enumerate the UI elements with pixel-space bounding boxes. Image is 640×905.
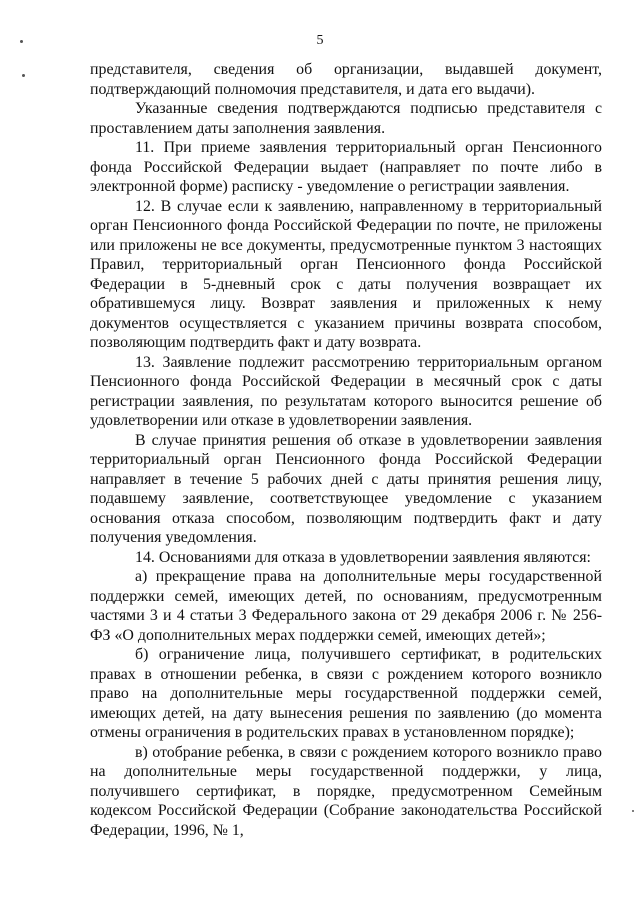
paragraph-representative-continuation: представителя, сведения об организации, выдавшей документ, подтверждающий полномочия представителя, и дата его выдачи).	[90, 61, 602, 98]
scan-speck	[22, 74, 25, 77]
scan-speck	[632, 810, 634, 812]
paragraph-item-14-c: в) отобрание ребенка, в связи с рождением которого возникло право на дополнительные меры государственной поддержки, у лица, получившего сертификат, в порядке, предусмотренном Семейным кодексом Российской Федерации (Собрание законодательства Российской Федерации, 1996, № 1,	[90, 743, 602, 839]
paragraph-item-14-b: б) ограничение лица, получившего сертификат, в родительских правах в отношении ребенка, в связи с рождением которого возникло право на дополнительные меры государственной поддержки семей, имеющих детей, на дату вынесения решения по заявлению (до момента отмены ограничения в родительских правах в установленном порядке);	[90, 646, 602, 741]
paragraph-item-12: 12. В случае если к заявлению, направленному в территориальный орган Пенсионного фонда Российской Федерации по почте, не приложены или приложены не все документы, предусмотренные пунктом 3 настоящих Правил, территориальный орган Пенсионного фонда Российской Федерации в 5-дневный срок с даты получения возвращает их обратившемуся лицу. Возврат заявления и приложенных к нему документов осуществляется с указанием причины возврата способом, позволяющим подтвердить факт и дату возврата.	[90, 197, 602, 351]
document-body	[90, 60, 602, 840]
page-number: 5	[316, 33, 324, 48]
paragraph-item-14-a: а) прекращение права на дополнительные меры государственной поддержки семей, имеющих детей, по основаниям, предусмотренным частями 3 и 4 статьи 3 Федерального закона от 29 декабря 2006 г. № 256-ФЗ «О дополнительных мерах поддержки семей, имеющих детей»;	[90, 568, 602, 644]
paragraph-item-11: 11. При приеме заявления территориальный орган Пенсионного фонда Российской Федерации выдает (направляет по почте либо в электронной форме) расписку - уведомление о регистрации заявления.	[90, 139, 602, 195]
paragraph-refusal-notification: В случае принятия решения об отказе в удовлетворении заявления территориальный орган Пенсионного фонда Российской Федерации направляет в течение 5 рабочих дней с даты принятия решения лицу, подавшему заявление, соответствующее уведомление с указанием основания отказа способом, позволяющим подтвердить факт и дату получения уведомления.	[90, 431, 602, 546]
paragraph-item-13: 13. Заявление подлежит рассмотрению территориальным органом Пенсионного фонда Российской Федерации в месячный срок с даты регистрации заявления, по результатам которого выносится решение об удовлетворении или отказе в удовлетворении заявления.	[90, 353, 602, 429]
paragraph-signature-confirmation: Указанные сведения подтверждаются подписью представителя с проставлением даты заполнения заявления.	[90, 100, 602, 137]
paragraph-item-14: 14. Основаниями для отказа в удовлетворении заявления являются:	[135, 548, 591, 566]
